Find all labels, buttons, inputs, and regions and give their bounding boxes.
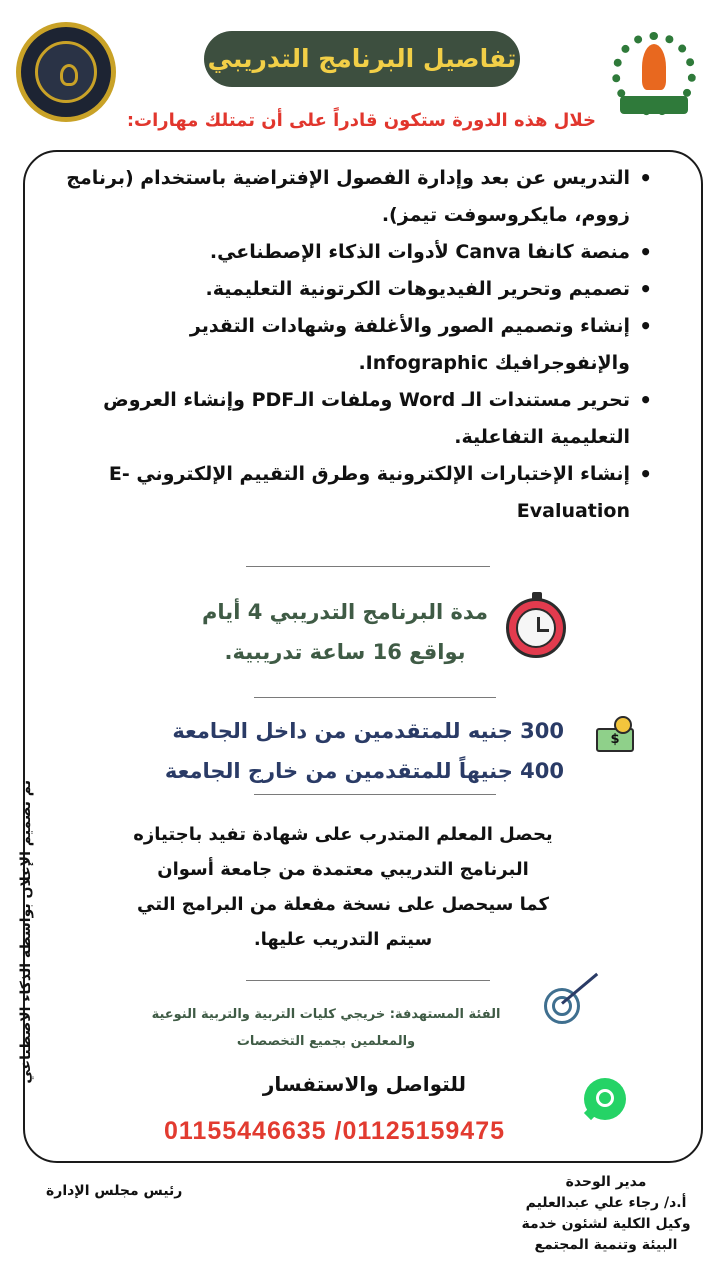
university-ribbon-icon (620, 96, 688, 114)
crest-emblem-icon (60, 64, 78, 86)
audience-block (126, 1001, 526, 1055)
clock-face (516, 608, 556, 648)
clock-hand (537, 629, 549, 632)
audience-line: والمعلمين بجميع التخصصات (236, 1034, 416, 1049)
divider (246, 980, 490, 981)
whatsapp-icon[interactable] (584, 1078, 626, 1120)
phone-icon (596, 1089, 614, 1107)
target-icon (544, 980, 610, 1030)
divider (254, 697, 496, 698)
skill-item: • إنشاء الإختبارات الإلكترونية وطرق التقييم الإلكتروني -E Evaluation (52, 456, 652, 530)
skills-list (52, 160, 652, 530)
clock-icon (506, 598, 566, 658)
skill-item: • منصة كانفا Canva لأدوات الذكاء الإصطناعي. (52, 234, 652, 271)
divider (254, 794, 496, 795)
signature-name: أ.د/ رجاء علي عبدالعليم (525, 1195, 687, 1211)
skill-item: • تحرير مستندات الـ Word وملفات الـPDF وإنشاء العروض التعليمية التفاعلية. (52, 382, 652, 456)
divider (246, 566, 490, 567)
signature-title: مدير الوحدة (565, 1174, 647, 1190)
duration-line: بواقع 16 ساعة تدريبية. (224, 640, 466, 664)
coin-icon (614, 716, 632, 734)
aswan-university-logo (606, 24, 702, 124)
fees-block (165, 711, 564, 791)
page-title: تفاصيل البرنامج التدريبي (204, 31, 520, 87)
university-flame-icon (642, 44, 666, 90)
skill-item: • إنشاء وتصميم الصور والأغلفة وشهادات التقدير والإنفوجرافيك Infographic. (52, 308, 652, 382)
board-chair-signature: رئيس مجلس الإدارة (46, 1183, 183, 1199)
certificate-line: يحصل المعلم المتدرب على شهادة تفيد باجتيازه (133, 824, 553, 845)
crest-inner-ring (35, 41, 97, 103)
ai-design-note: تم تصميم الإعلان بواسطة الذكاء الاصطناعي (18, 780, 34, 1084)
phone-numbers[interactable]: 01155446635 /01125159475 (164, 1117, 506, 1145)
skill-item: • التدريس عن بعد وإدارة الفصول الإفتراضية باستخدام (برنامج زووم، مايكروسوفت تيمز). (52, 160, 652, 234)
certificate-line: سيتم التدريب عليها. (253, 929, 433, 950)
contact-title: للتواصل والاستفسار (262, 1072, 466, 1096)
unit-director-signature (506, 1172, 706, 1256)
duration-block (202, 592, 488, 672)
banknote-icon: $ (596, 728, 634, 752)
fee-inside: 300 جنيه للمتقدمين من داخل الجامعة (172, 719, 564, 743)
certificate-line: البرنامج التدريبي معتمدة من جامعة أسوان (157, 859, 529, 880)
signature-role: البيئة وتنمية المجتمع (534, 1237, 678, 1253)
clock-knob (532, 592, 542, 600)
intro-text: خلال هذه الدورة ستكون قادراً على أن تمتلك مهارات: (126, 110, 596, 131)
money-icon (594, 716, 638, 756)
duration-line: مدة البرنامج التدريبي 4 أيام (202, 600, 488, 624)
unit-crest-logo (16, 22, 116, 122)
skill-item: • تصميم وتحرير الفيديوهات الكرتونية التعليمية. (52, 271, 652, 308)
audience-line: الفئة المستهدفة: خريجي كليات التربية والتربية النوعية (151, 1007, 501, 1022)
certificate-text (118, 817, 568, 957)
fee-outside: 400 جنيهاً للمتقدمين من خارج الجامعة (164, 759, 564, 783)
certificate-line: كما سيحصل على نسخة مفعلة من البرامج التي (137, 894, 549, 915)
signature-role: وكيل الكلية لشئون خدمة (521, 1216, 691, 1232)
